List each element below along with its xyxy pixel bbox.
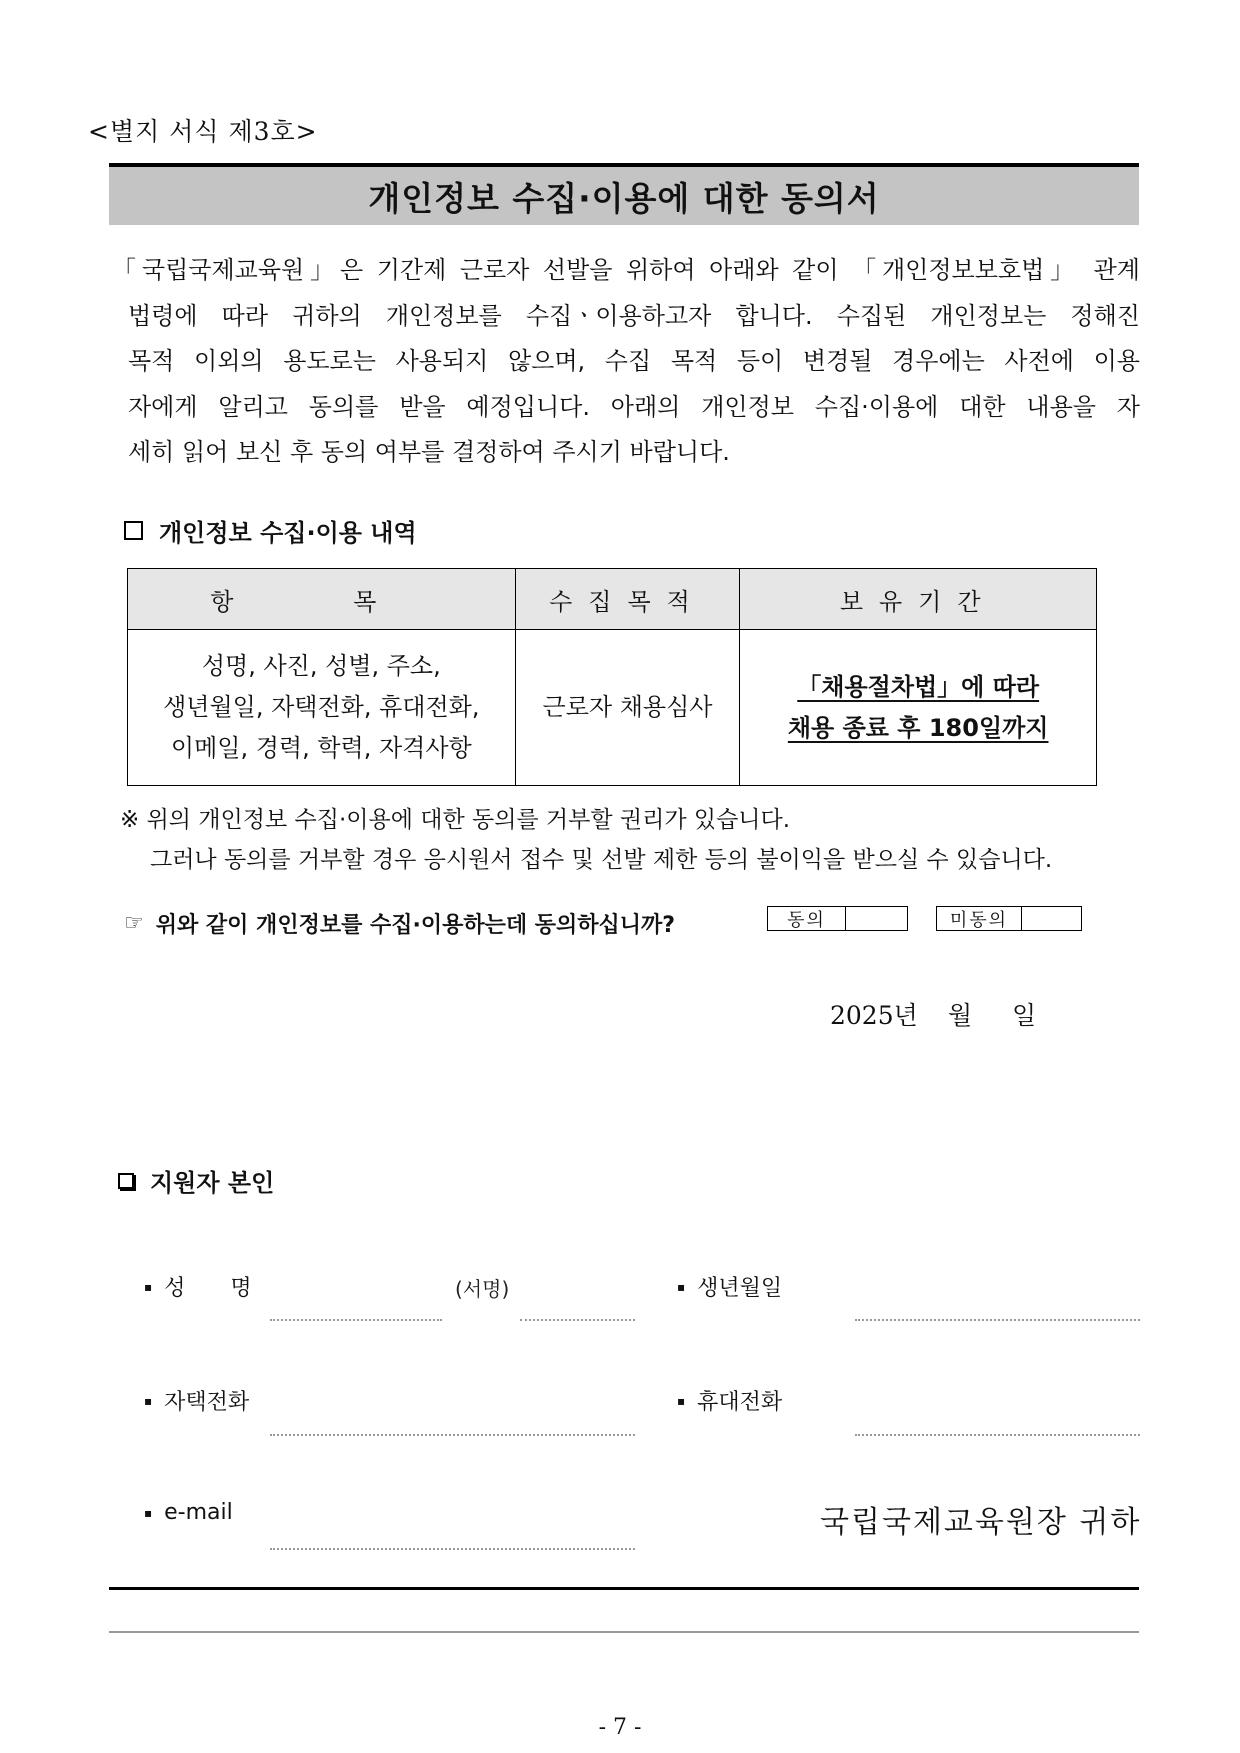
checkbox-shadow-icon — [118, 1173, 134, 1189]
table-row — [128, 630, 1097, 786]
section-heading-text: 개인정보 수집·이용 내역 — [159, 519, 417, 547]
bullet-icon: ▪ — [144, 1393, 153, 1408]
email-label-group — [144, 1500, 233, 1525]
agree-check-field[interactable] — [846, 907, 907, 930]
intro-line: 자에게 알리고 동의를 받을 예정입니다. 아래의 개인정보 수집·이용에 대한 내용을 자 — [128, 392, 1140, 421]
cell-purpose: 근로자 채용심사 — [515, 630, 740, 786]
home-phone-label: 자택전화 — [164, 1390, 250, 1415]
disagree-check-field[interactable] — [1022, 907, 1081, 930]
disagree-checkbox[interactable] — [936, 906, 1082, 931]
agree-checkbox[interactable] — [767, 906, 908, 931]
cell-items — [128, 630, 516, 786]
signature-label: (서명) — [455, 1277, 510, 1301]
collection-table — [127, 568, 1097, 786]
birth-date-field[interactable] — [855, 1319, 1140, 1321]
intro-line: 법령에 따라 귀하의 개인정보를 수집ㆍ이용하고자 합니다. 수집된 개인정보는 정해진 — [128, 301, 1140, 330]
name-label-group — [144, 1271, 252, 1302]
mobile-label-group — [677, 1385, 782, 1416]
pointing-hand-icon: ☞ — [124, 911, 144, 936]
bullet-icon: ▪ — [144, 1505, 153, 1520]
section-heading-applicant — [118, 1163, 274, 1198]
bullet-icon: ▪ — [677, 1279, 686, 1294]
home-phone-label-group — [144, 1385, 249, 1416]
email-field[interactable] — [270, 1548, 635, 1550]
section-heading-collection — [124, 513, 417, 548]
disagree-label: 미동의 — [937, 907, 1022, 930]
home-phone-field[interactable] — [270, 1434, 635, 1436]
table-header-row — [128, 569, 1097, 630]
date-month: 월 — [948, 1001, 973, 1030]
agree-label: 동의 — [768, 907, 846, 930]
addressee: 국립국제교육원장 귀하 — [820, 1505, 1142, 1540]
consent-question-text: 위와 같이 개인정보를 수집·이용하는데 동의하십니까? — [155, 913, 676, 938]
name-field[interactable] — [270, 1319, 442, 1321]
page-number: - 7 - — [598, 1715, 642, 1740]
intro-line: 「국립국제교육원」은 기간제 근로자 선발을 위하여 아래와 같이 「개인정보보호법」 관계 — [112, 256, 1140, 284]
retention-line: 「채용절차법」에 따라 — [797, 672, 1040, 701]
name-label: 성 명 — [164, 1276, 252, 1301]
items-line: 성명, 사진, 성별, 주소, — [201, 652, 441, 680]
notice-line: ※ 위의 개인정보 수집·이용에 대한 동의를 거부할 권리가 있습니다. — [120, 807, 791, 833]
cell-retention — [740, 630, 1097, 786]
items-line: 이메일, 경력, 학력, 자격사항 — [170, 734, 472, 762]
header-items: 항 목 — [128, 569, 516, 630]
intro-paragraph — [112, 248, 1140, 476]
bullet-icon: ▪ — [144, 1279, 153, 1294]
consent-question — [124, 908, 675, 939]
document-title: 개인정보 수집·이용에 대한 동의서 — [368, 178, 880, 218]
items-line: 생년월일, 자택전화, 휴대전화, — [163, 693, 480, 721]
refusal-notice — [120, 800, 1052, 880]
mobile-field[interactable] — [855, 1434, 1140, 1436]
divider-thick — [109, 1587, 1139, 1590]
header-retention: 보유기간 — [740, 569, 1097, 630]
intro-line: 목적 이외의 용도로는 사용되지 않으며, 수집 목적 등이 변경될 경우에는 사전에 이용 — [128, 347, 1140, 375]
email-label: e-mail — [164, 1500, 233, 1525]
header-purpose: 수집목적 — [515, 569, 740, 630]
birth-label-group — [677, 1271, 782, 1302]
intro-line: 세히 읽어 보신 후 동의 여부를 결정하여 주시기 바랍니다. — [128, 438, 730, 466]
section-heading-text: 지원자 본인 — [150, 1169, 275, 1197]
checkbox-square-icon — [124, 521, 143, 540]
date-year: 2025년 — [830, 1001, 918, 1030]
mobile-label: 휴대전화 — [697, 1390, 783, 1415]
form-number: <별지 서식 제3호> — [88, 117, 318, 146]
date-day: 일 — [1012, 1001, 1037, 1030]
notice-line: 그러나 동의를 거부할 경우 응시원서 접수 및 선발 제한 등의 불이익을 받으실 수 있습니다. — [150, 847, 1053, 873]
bullet-icon: ▪ — [677, 1393, 686, 1408]
retention-line: 채용 종료 후 180일까지 — [787, 713, 1049, 742]
title-bar — [109, 163, 1139, 225]
divider-thin — [109, 1631, 1139, 1633]
birth-label: 생년월일 — [697, 1276, 783, 1301]
date-line — [830, 996, 1036, 1032]
signature-field[interactable] — [520, 1319, 635, 1321]
